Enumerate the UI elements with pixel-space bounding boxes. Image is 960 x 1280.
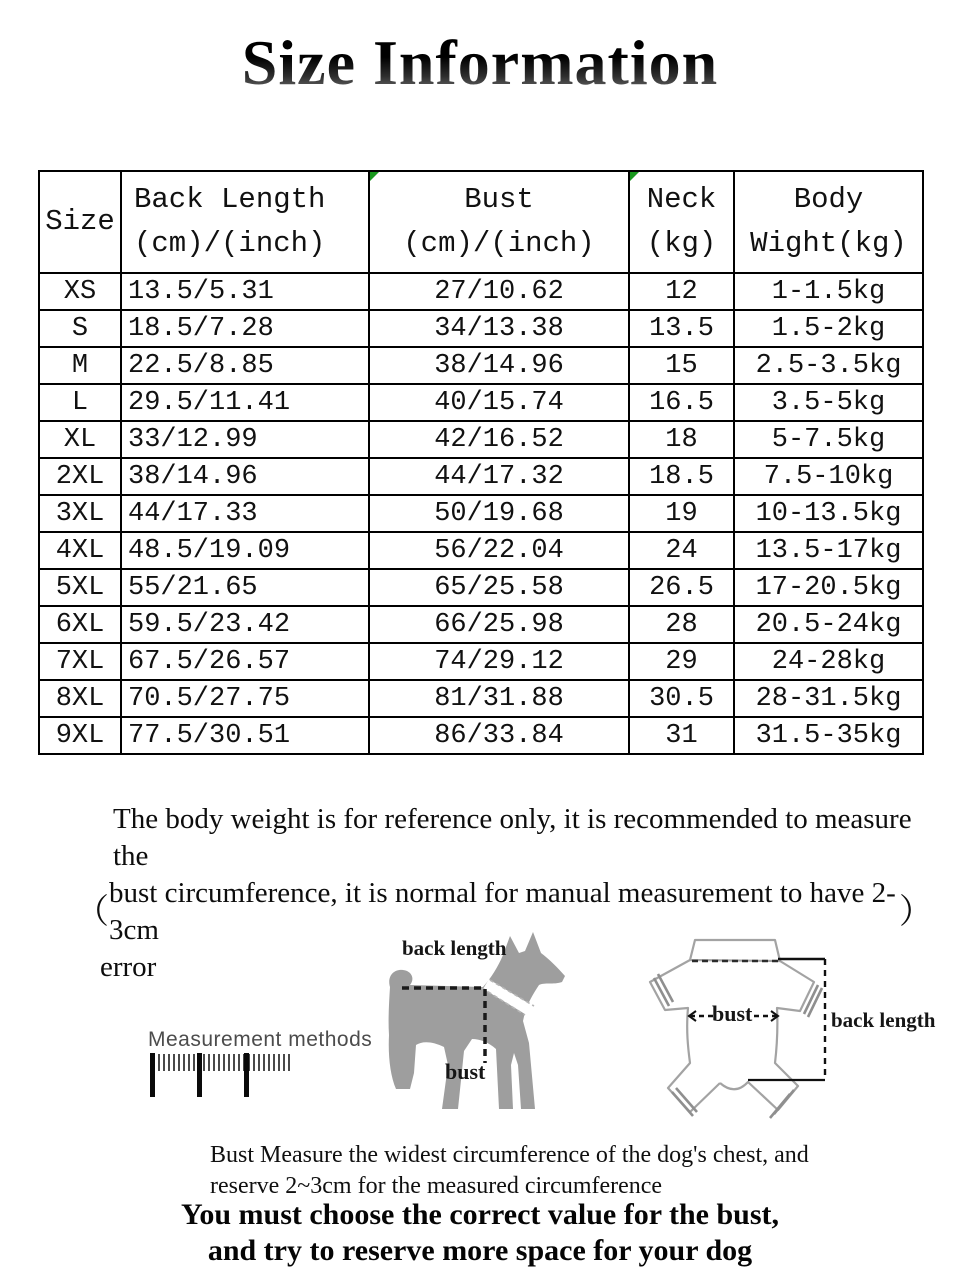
footer-bust-note-line-1: Bust Measure the widest circumference of the dog's chest, and (210, 1142, 809, 1168)
body-weight-cell: 7.5-10kg (734, 458, 923, 495)
note-paren-right: ） (899, 893, 933, 931)
col-header-body-weight-line1: Body (793, 183, 864, 216)
bust-cell: 40/15.74 (369, 384, 629, 421)
dog-bust-label: bust (445, 1059, 486, 1084)
back-length-cell: 18.5/7.28 (121, 310, 369, 347)
body-weight-cell: 13.5-17kg (734, 532, 923, 569)
body-weight-cell: 3.5-5kg (734, 384, 923, 421)
note-line-1: The body weight is for reference only, it is recommended to measure the (113, 803, 912, 872)
col-header-body-weight (734, 171, 923, 273)
back-length-cell: 29.5/11.41 (121, 384, 369, 421)
size-cell: 3XL (39, 495, 121, 532)
note-line-2-text: bust circumference, it is normal for manual measurement to have 2-3cm (109, 877, 896, 946)
body-weight-cell: 17-20.5kg (734, 569, 923, 606)
table-row (39, 310, 923, 347)
table-row (39, 680, 923, 717)
ruler-tall-tick (150, 1053, 155, 1097)
table-row (39, 421, 923, 458)
garment-back-length-label: back length (831, 1008, 936, 1032)
bust-cell: 38/14.96 (369, 347, 629, 384)
table-row (39, 347, 923, 384)
garment-bust-label: bust (712, 1001, 753, 1026)
ruler-tall-tick (244, 1053, 249, 1097)
bust-cell: 56/22.04 (369, 532, 629, 569)
ruler-icon (150, 1053, 296, 1099)
col-header-body-weight-line2: Wight(kg) (750, 227, 907, 260)
body-weight-cell: 1-1.5kg (734, 273, 923, 310)
footer-bust-note (210, 1140, 809, 1202)
col-header-size (39, 171, 121, 273)
table-row (39, 569, 923, 606)
neck-cell: 15 (629, 347, 734, 384)
col-header-neck (629, 171, 734, 273)
neck-cell: 18 (629, 421, 734, 458)
neck-cell: 24 (629, 532, 734, 569)
back-length-cell: 70.5/27.75 (121, 680, 369, 717)
neck-cell: 28 (629, 606, 734, 643)
size-cell: M (39, 347, 121, 384)
col-header-neck-line1: Neck (646, 183, 717, 216)
bust-cell: 44/17.32 (369, 458, 629, 495)
bust-cell: 27/10.62 (369, 273, 629, 310)
table-row (39, 273, 923, 310)
back-length-cell: 59.5/23.42 (121, 606, 369, 643)
ruler-tall-tick (197, 1053, 202, 1097)
neck-cell: 31 (629, 717, 734, 754)
footer-warning (15, 1197, 945, 1269)
size-cell: S (39, 310, 121, 347)
back-length-cell: 44/17.33 (121, 495, 369, 532)
size-cell: 8XL (39, 680, 121, 717)
size-cell: XL (39, 421, 121, 458)
col-header-neck-line2: (kg) (646, 227, 717, 260)
bust-cell: 50/19.68 (369, 495, 629, 532)
size-table-header (39, 171, 923, 273)
neck-cell: 18.5 (629, 458, 734, 495)
col-header-back-length-line1: Back Length (134, 183, 326, 216)
note-paren-left: （ (75, 893, 109, 931)
size-cell: 5XL (39, 569, 121, 606)
header-row (39, 171, 923, 273)
back-length-cell: 77.5/30.51 (121, 717, 369, 754)
size-table (38, 170, 924, 755)
neck-cell: 26.5 (629, 569, 734, 606)
excel-corner-marker-icon (370, 172, 379, 181)
size-cell: 7XL (39, 643, 121, 680)
neck-cell: 12 (629, 273, 734, 310)
col-header-bust (369, 171, 629, 273)
col-header-bust-line1: Bust (464, 183, 534, 216)
size-cell: L (39, 384, 121, 421)
body-weight-cell: 28-31.5kg (734, 680, 923, 717)
table-row (39, 717, 923, 754)
table-row (39, 495, 923, 532)
back-length-cell: 22.5/8.85 (121, 347, 369, 384)
col-header-back-length-line2: (cm)/(inch) (134, 227, 326, 260)
col-header-size-label: Size (45, 205, 115, 238)
footer-warning-line-2: and try to reserve more space for your dog (207, 1234, 753, 1267)
neck-cell: 30.5 (629, 680, 734, 717)
col-header-bust-line2: (cm)/(inch) (403, 227, 595, 260)
bust-cell: 86/33.84 (369, 717, 629, 754)
table-row (39, 384, 923, 421)
size-cell: 6XL (39, 606, 121, 643)
back-length-cell: 55/21.65 (121, 569, 369, 606)
back-length-cell: 48.5/19.09 (121, 532, 369, 569)
bust-cell: 34/13.38 (369, 310, 629, 347)
body-weight-cell: 5-7.5kg (734, 421, 923, 458)
dog-back-length-label: back length (402, 936, 507, 960)
size-table-body (39, 273, 923, 754)
bust-cell: 42/16.52 (369, 421, 629, 458)
excel-corner-marker-icon (630, 172, 639, 181)
body-weight-cell: 31.5-35kg (734, 717, 923, 754)
neck-cell: 19 (629, 495, 734, 532)
col-header-back-length (121, 171, 369, 273)
back-length-cell: 33/12.99 (121, 421, 369, 458)
ruler-small-ticks (153, 1054, 293, 1071)
size-cell: 2XL (39, 458, 121, 495)
bust-cell: 74/29.12 (369, 643, 629, 680)
table-row (39, 606, 923, 643)
back-length-cell: 13.5/5.31 (121, 273, 369, 310)
body-weight-cell: 10-13.5kg (734, 495, 923, 532)
size-cell: 4XL (39, 532, 121, 569)
footer-bust-note-line-2: reserve 2~3cm for the measured circumference (210, 1173, 663, 1199)
measurement-methods-label: Measurement methods (148, 1028, 373, 1051)
table-row (39, 643, 923, 680)
body-weight-cell: 1.5-2kg (734, 310, 923, 347)
neck-cell: 13.5 (629, 310, 734, 347)
table-row (39, 458, 923, 495)
back-length-cell: 38/14.96 (121, 458, 369, 495)
footer-warning-line-1: You must choose the correct value for the bust, (181, 1198, 779, 1231)
body-weight-cell: 2.5-3.5kg (734, 347, 923, 384)
neck-cell: 29 (629, 643, 734, 680)
size-cell: 9XL (39, 717, 121, 754)
note-line-3: error (100, 951, 157, 983)
bust-cell: 65/25.58 (369, 569, 629, 606)
bust-cell: 66/25.98 (369, 606, 629, 643)
size-cell: XS (39, 273, 121, 310)
back-length-cell: 67.5/26.57 (121, 643, 369, 680)
page-title: Size Information (0, 26, 960, 100)
body-weight-cell: 20.5-24kg (734, 606, 923, 643)
bust-cell: 81/31.88 (369, 680, 629, 717)
neck-cell: 16.5 (629, 384, 734, 421)
body-weight-cell: 24-28kg (734, 643, 923, 680)
table-row (39, 532, 923, 569)
